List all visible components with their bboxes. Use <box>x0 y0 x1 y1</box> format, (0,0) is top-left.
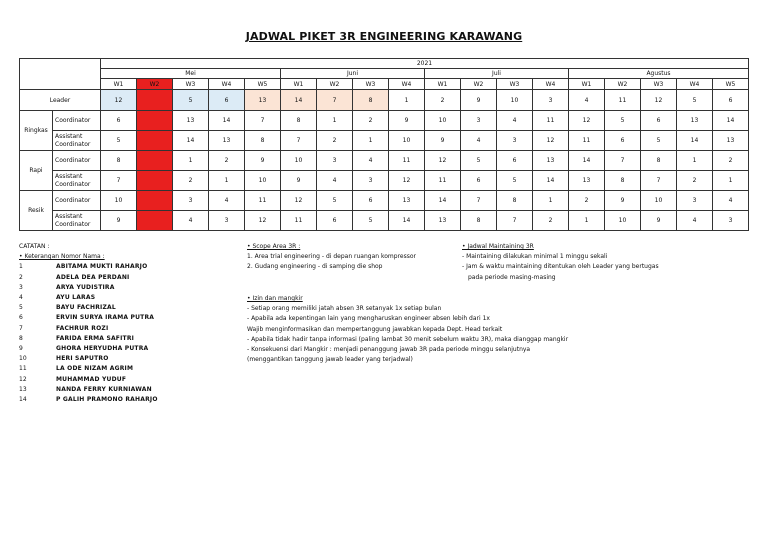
schedule-cell: 2 <box>173 171 209 191</box>
member-name: LA ODE NIZAM AGRIM <box>56 365 134 373</box>
week-header: W3 <box>497 79 533 90</box>
schedule-cell: 11 <box>245 191 281 211</box>
leader-cell: 4 <box>569 90 605 111</box>
schedule-cell: 2 <box>569 191 605 211</box>
member-list <box>19 262 158 405</box>
schedule-cell: 9 <box>641 211 677 231</box>
schedule-cell: 9 <box>389 111 425 131</box>
izin-item: Wajib menginformasikan dan mempertanggung jawabkan kepada Dept. Head terkait <box>247 325 503 333</box>
group-label: Resik <box>20 191 53 231</box>
month-header: Juni <box>281 69 425 79</box>
schedule-cell: 13 <box>209 131 245 151</box>
leader-cell: 6 <box>209 90 245 111</box>
schedule-cell: 5 <box>497 171 533 191</box>
role-label: Assistant Coordinator <box>53 211 101 231</box>
leader-cell: 10 <box>497 90 533 111</box>
schedule-cell: 2 <box>533 211 569 231</box>
role-label: Assistant Coordinator <box>53 171 101 191</box>
izin-notes <box>247 294 568 365</box>
schedule-cell: 2 <box>713 151 749 171</box>
schedule-cell: 14 <box>389 211 425 231</box>
leader-cell: 12 <box>641 90 677 111</box>
izin-item: - Setiap orang memiliki jatah absen 3R setanyak 1x setiap bulan <box>247 305 442 313</box>
member-name: ARYA YUDISTIRA <box>56 283 115 291</box>
schedule-cell: 2 <box>677 171 713 191</box>
scope-notes <box>247 242 416 273</box>
schedule-cell: 3 <box>713 211 749 231</box>
schedule-cell: 6 <box>461 171 497 191</box>
week-header: W3 <box>173 79 209 90</box>
member-item <box>19 344 158 354</box>
schedule-cell: 10 <box>245 171 281 191</box>
schedule-cell: 12 <box>389 171 425 191</box>
member-item <box>19 293 158 303</box>
schedule-cell: 6 <box>317 211 353 231</box>
member-item <box>19 303 158 313</box>
member-item <box>19 262 158 272</box>
schedule-cell: 2 <box>209 151 245 171</box>
schedule-cell: 1 <box>569 211 605 231</box>
schedule-cell: 13 <box>425 211 461 231</box>
schedule-cell: 4 <box>353 151 389 171</box>
schedule-cell: 7 <box>101 171 137 191</box>
member-item <box>19 385 158 395</box>
schedule-cell: 3 <box>461 111 497 131</box>
member-number: 1 <box>19 263 23 271</box>
schedule-cell: 4 <box>713 191 749 211</box>
schedule-cell: 9 <box>425 131 461 151</box>
member-number: 11 <box>19 365 27 373</box>
schedule-cell: 3 <box>497 131 533 151</box>
catatan-label: CATATAN : <box>19 243 50 250</box>
year-header: 2021 <box>101 59 749 69</box>
page-title: JADWAL PIKET 3R ENGINEERING KARAWANG <box>245 30 523 43</box>
members-title: • Keterangan Nomor Nama : <box>19 253 105 261</box>
leader-cell: 9 <box>461 90 497 111</box>
leader-cell: 5 <box>173 90 209 111</box>
schedule-cell: 7 <box>281 131 317 151</box>
schedule-cell: 7 <box>497 211 533 231</box>
schedule-cell: 13 <box>569 171 605 191</box>
member-number: 14 <box>19 396 27 404</box>
member-number: 3 <box>19 283 23 291</box>
schedule-cell: 3 <box>353 171 389 191</box>
schedule-cell <box>137 191 173 211</box>
schedule-cell: 4 <box>677 211 713 231</box>
schedule-cell: 9 <box>605 191 641 211</box>
schedule-cell: 11 <box>533 111 569 131</box>
week-header: W3 <box>353 79 389 90</box>
leader-cell: 3 <box>533 90 569 111</box>
schedule-cell: 4 <box>317 171 353 191</box>
schedule-cell: 14 <box>533 171 569 191</box>
week-header: W4 <box>533 79 569 90</box>
schedule-cell: 8 <box>281 111 317 131</box>
schedule-cell: 8 <box>497 191 533 211</box>
week-header: W2 <box>317 79 353 90</box>
month-header: Mei <box>101 69 281 79</box>
member-item <box>19 324 158 334</box>
scope-item: 1. Area trial engineering - di depan ruangan kompressor <box>247 253 416 261</box>
schedule-cell: 13 <box>173 111 209 131</box>
leader-cell: 7 <box>317 90 353 111</box>
schedule-cell <box>137 171 173 191</box>
schedule-cell: 4 <box>173 211 209 231</box>
role-label: Coordinator <box>53 111 101 131</box>
schedule-cell: 14 <box>425 191 461 211</box>
leader-cell: 8 <box>353 90 389 111</box>
week-header: W5 <box>713 79 749 90</box>
maintain-item: - Jam & waktu maintaining ditentukan oleh Leader yang bertugas <box>462 263 659 271</box>
member-name: ADELA DEA PERDANI <box>56 273 130 281</box>
schedule-cell: 6 <box>497 151 533 171</box>
schedule-cell: 1 <box>317 111 353 131</box>
schedule-cell: 10 <box>281 151 317 171</box>
member-number: 13 <box>19 385 27 393</box>
member-name: ABITAMA MUKTI RAHARJO <box>56 263 148 271</box>
role-label: Assistant Coordinator <box>53 131 101 151</box>
maintain-item: - Maintaining dilakukan minimal 1 minggu sekali <box>462 253 608 261</box>
schedule-cell: 8 <box>461 211 497 231</box>
schedule-cell: 9 <box>245 151 281 171</box>
role-label: Coordinator <box>53 151 101 171</box>
schedule-cell: 8 <box>245 131 281 151</box>
schedule-cell: 9 <box>281 171 317 191</box>
leader-label: Leader <box>20 90 101 111</box>
schedule-cell: 5 <box>353 211 389 231</box>
schedule-cell: 5 <box>101 131 137 151</box>
schedule-cell: 12 <box>425 151 461 171</box>
schedule-cell: 14 <box>713 111 749 131</box>
schedule-cell: 13 <box>533 151 569 171</box>
member-item <box>19 375 158 385</box>
member-name: GHORA HERYUDHA PUTRA <box>56 345 149 353</box>
member-name: FACHRUR ROZI <box>56 324 109 332</box>
schedule-cell: 8 <box>641 151 677 171</box>
schedule-cell: 11 <box>569 131 605 151</box>
schedule-cell: 10 <box>641 191 677 211</box>
member-number: 10 <box>19 355 27 363</box>
schedule-cell: 5 <box>461 151 497 171</box>
member-name: HERI SAPUTRO <box>56 355 109 363</box>
schedule-cell: 1 <box>713 171 749 191</box>
leader-cell: 6 <box>713 90 749 111</box>
member-item <box>19 273 158 283</box>
member-number: 6 <box>19 314 23 322</box>
schedule-cell: 12 <box>569 111 605 131</box>
member-number: 8 <box>19 334 23 342</box>
schedule-cell: 8 <box>101 151 137 171</box>
schedule-table <box>19 58 749 231</box>
member-name: P GALIH PRAMONO RAHARJO <box>56 396 158 404</box>
schedule-cell: 11 <box>281 211 317 231</box>
schedule-cell: 10 <box>101 191 137 211</box>
leader-cell <box>137 90 173 111</box>
members-notes <box>19 242 158 405</box>
leader-cell: 13 <box>245 90 281 111</box>
week-header: W4 <box>389 79 425 90</box>
schedule-cell: 6 <box>101 111 137 131</box>
member-number: 9 <box>19 345 23 353</box>
schedule-cell: 3 <box>209 211 245 231</box>
leader-cell: 1 <box>389 90 425 111</box>
week-header: W1 <box>425 79 461 90</box>
schedule-cell: 10 <box>389 131 425 151</box>
schedule-cell: 4 <box>461 131 497 151</box>
member-item <box>19 364 158 374</box>
week-header: W1 <box>569 79 605 90</box>
member-item <box>19 334 158 344</box>
member-number: 7 <box>19 324 23 332</box>
leader-cell: 11 <box>605 90 641 111</box>
member-name: BAYU FACHRIZAL <box>56 304 116 312</box>
schedule-cell <box>137 211 173 231</box>
member-name: AYU LARAS <box>56 294 96 302</box>
schedule-cell: 5 <box>641 131 677 151</box>
member-number: 5 <box>19 304 23 312</box>
leader-cell: 5 <box>677 90 713 111</box>
month-header: Agustus <box>569 69 749 79</box>
week-header: W2 <box>461 79 497 90</box>
scope-item: 2. Gudang engineering - di samping die shop <box>247 263 383 271</box>
maintain-item: pada periode masing-masing <box>468 273 556 281</box>
schedule-cell: 7 <box>641 171 677 191</box>
member-item <box>19 283 158 293</box>
schedule-cell: 14 <box>569 151 605 171</box>
schedule-cell: 1 <box>677 151 713 171</box>
week-header: W3 <box>641 79 677 90</box>
scope-title: • Scope Area 3R : <box>247 243 301 250</box>
schedule-cell: 6 <box>641 111 677 131</box>
schedule-cell: 1 <box>353 131 389 151</box>
schedule-cell: 11 <box>389 151 425 171</box>
schedule-cell: 6 <box>605 131 641 151</box>
schedule-cell: 8 <box>605 171 641 191</box>
leader-cell: 12 <box>101 90 137 111</box>
schedule-cell: 7 <box>245 111 281 131</box>
schedule-cell <box>137 131 173 151</box>
izin-title: • Izin dan mangkir <box>247 295 303 302</box>
week-header: W1 <box>101 79 137 90</box>
schedule-cell: 1 <box>209 171 245 191</box>
schedule-cell: 13 <box>713 131 749 151</box>
member-name: MUHAMMAD YUDUF <box>56 375 127 383</box>
schedule-cell: 14 <box>677 131 713 151</box>
schedule-cell: 7 <box>605 151 641 171</box>
schedule-cell: 12 <box>245 211 281 231</box>
izin-item: - Apabila tidak hadir tanpa informasi (paling lambat 30 menit sebelum waktu 3R), maka dianggap mangkir <box>247 335 569 343</box>
schedule-cell: 14 <box>209 111 245 131</box>
schedule-cell <box>137 151 173 171</box>
schedule-cell: 12 <box>281 191 317 211</box>
member-item <box>19 354 158 364</box>
week-header: W4 <box>209 79 245 90</box>
member-name: FARIDA ERMA SAFITRI <box>56 334 135 342</box>
member-item <box>19 395 158 405</box>
schedule-cell: 3 <box>317 151 353 171</box>
week-header: W4 <box>677 79 713 90</box>
schedule-cell: 13 <box>677 111 713 131</box>
week-header: W1 <box>281 79 317 90</box>
role-label: Coordinator <box>53 191 101 211</box>
month-header: Juli <box>425 69 569 79</box>
week-header: W2 <box>605 79 641 90</box>
member-name: ERVIN SURYA IRAMA PUTRA <box>56 314 155 322</box>
member-number: 2 <box>19 273 23 281</box>
schedule-cell: 10 <box>605 211 641 231</box>
schedule-cell: 4 <box>497 111 533 131</box>
week-header: W2 <box>137 79 173 90</box>
week-header: W5 <box>245 79 281 90</box>
izin-item: - Konsekuensi dari Mangkir : menjadi penanggung jawab 3R pada periode minggu selanjutnya <box>247 346 531 354</box>
schedule-cell: 9 <box>101 211 137 231</box>
maintain-notes <box>462 242 659 283</box>
schedule-cell: 10 <box>425 111 461 131</box>
schedule-cell: 12 <box>533 131 569 151</box>
group-label: Rapi <box>20 151 53 191</box>
schedule-cell: 3 <box>173 191 209 211</box>
schedule-cell <box>137 111 173 131</box>
schedule-cell: 3 <box>677 191 713 211</box>
schedule-cell: 5 <box>317 191 353 211</box>
corner-cell <box>20 59 101 90</box>
schedule-cell: 2 <box>317 131 353 151</box>
member-number: 4 <box>19 294 23 302</box>
schedule-cell: 2 <box>353 111 389 131</box>
schedule-cell: 6 <box>353 191 389 211</box>
schedule-cell: 1 <box>173 151 209 171</box>
schedule-cell: 1 <box>533 191 569 211</box>
izin-item: - Apabila ada kepentingan lain yang mengharuskan engineer absen lebih dari 1x <box>247 315 490 323</box>
leader-cell: 14 <box>281 90 317 111</box>
leader-cell: 2 <box>425 90 461 111</box>
schedule-cell: 7 <box>461 191 497 211</box>
schedule-cell: 13 <box>389 191 425 211</box>
schedule-cell: 14 <box>173 131 209 151</box>
schedule-cell: 5 <box>605 111 641 131</box>
izin-item: (menggantikan tanggung jawab leader yang terjadwal) <box>247 356 413 364</box>
member-number: 12 <box>19 375 27 383</box>
member-name: NANDA FERRY KURNIAWAN <box>56 385 152 393</box>
schedule-cell: 11 <box>425 171 461 191</box>
maintain-title: • Jadwal Maintaining 3R <box>462 243 534 250</box>
member-item <box>19 313 158 323</box>
schedule-cell: 4 <box>209 191 245 211</box>
group-label: Ringkas <box>20 111 53 151</box>
